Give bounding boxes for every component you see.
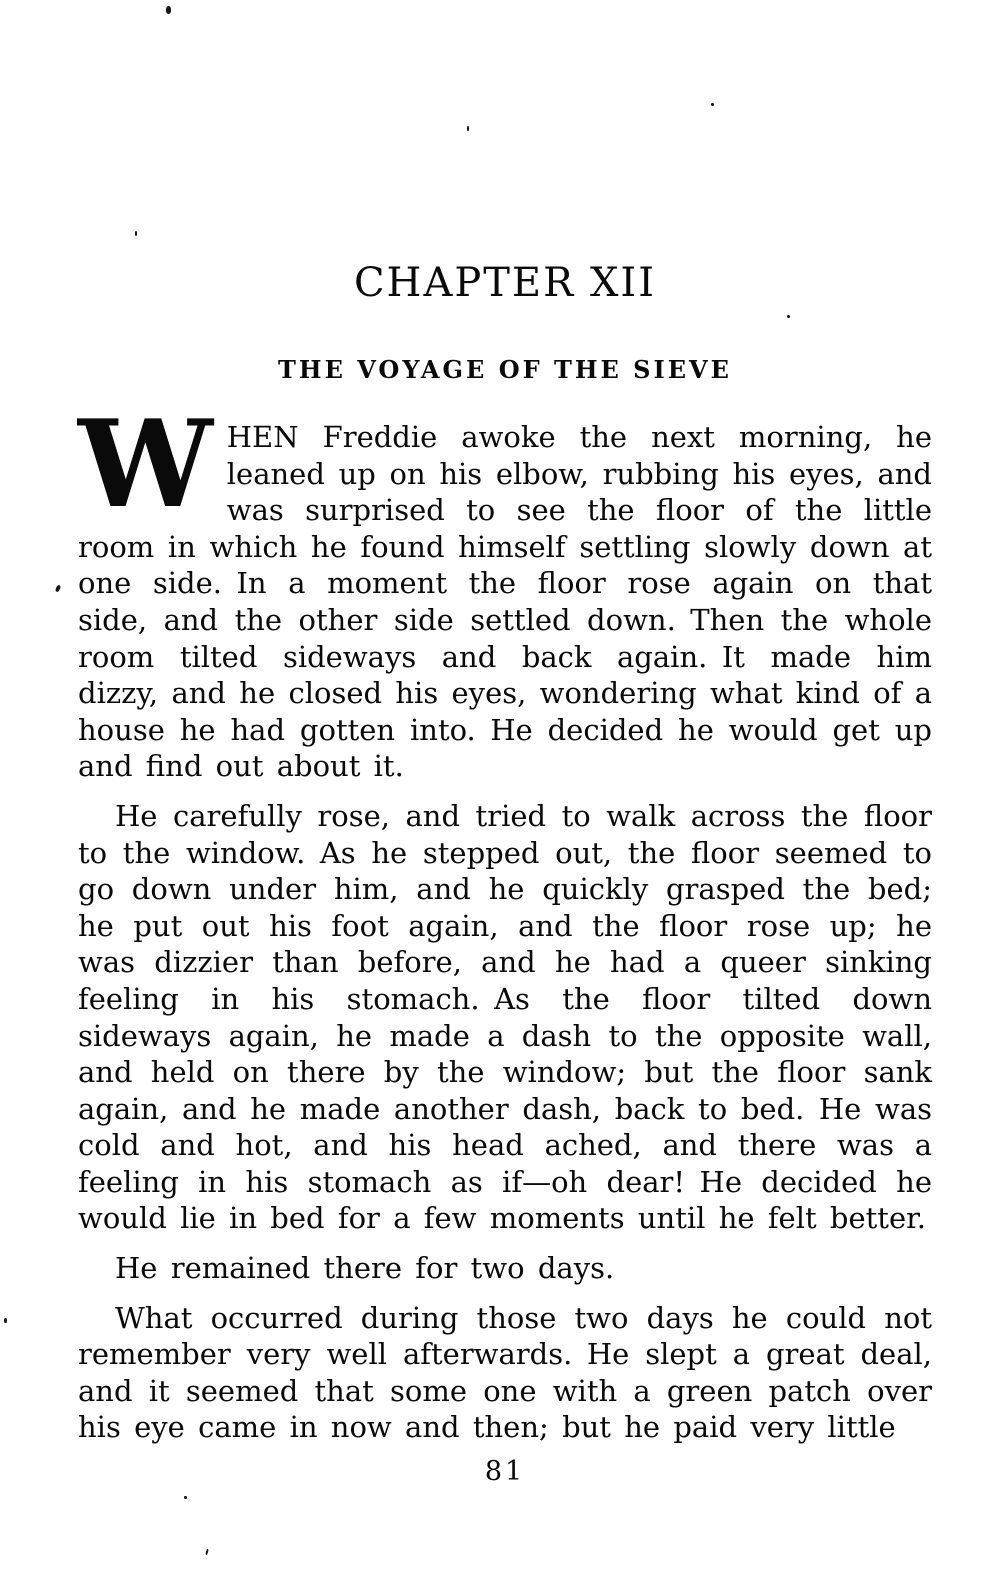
scan-speck (787, 315, 790, 318)
scan-speck (205, 1549, 208, 1555)
chapter-title: CHAPTER XII (353, 260, 657, 306)
scan-speck (166, 6, 171, 14)
paragraph-3: He remained there for two days. (115, 1251, 615, 1286)
chapter-subtitle: THE VOYAGE OF THE SIEVE (278, 355, 732, 384)
paragraph-1-text: HEN Freddie awoke the next morning, he leaned up on his elbow, rubbing his eyes, and was surprised to see the floor of the little room in which he found himself settling slowly down at one side. In a moment the floor rose again on that side, and the other side settled down. Then the whole room tilted sideways and back again. It made him dizzy, and he closed his eyes, wondering what kind of a house he had gotten into. He decided he would get up and find out about it. (78, 420, 932, 784)
scan-speck (184, 1496, 187, 1499)
page-number: 81 (484, 1456, 526, 1487)
scan-speck (711, 103, 714, 106)
paragraph-4: What occurred during those two days he could not remember very well afterwards. He slept a great deal, and it seemed that some one with a green patch over his eye came in now and then; but he paid very little (78, 1300, 932, 1445)
paragraph-1 (78, 394, 932, 785)
drop-cap-letter: W (78, 394, 211, 535)
scan-speck (135, 231, 137, 236)
body-text (78, 394, 932, 1446)
scan-speck (4, 1318, 7, 1323)
paragraph-2: He carefully rose, and tried to walk across the floor to the window. As he stepped out, the floor seemed to go down under him, and he quickly grasped the bed; he put out his foot again, and the floor rose up; he was dizzier than before, and he had a queer sinking feeling in his stomach. As the floor tilted down sideways again, he made a dash to the opposite wall, and held on there by the window; but the floor sank again, and he made another dash, back to bed. He was cold and hot, and his head ached, and there was a feeling in his stomach as if—oh dear! He decided he would lie in bed for a few moments until he felt better. (78, 798, 932, 1236)
scan-speck (467, 126, 469, 131)
